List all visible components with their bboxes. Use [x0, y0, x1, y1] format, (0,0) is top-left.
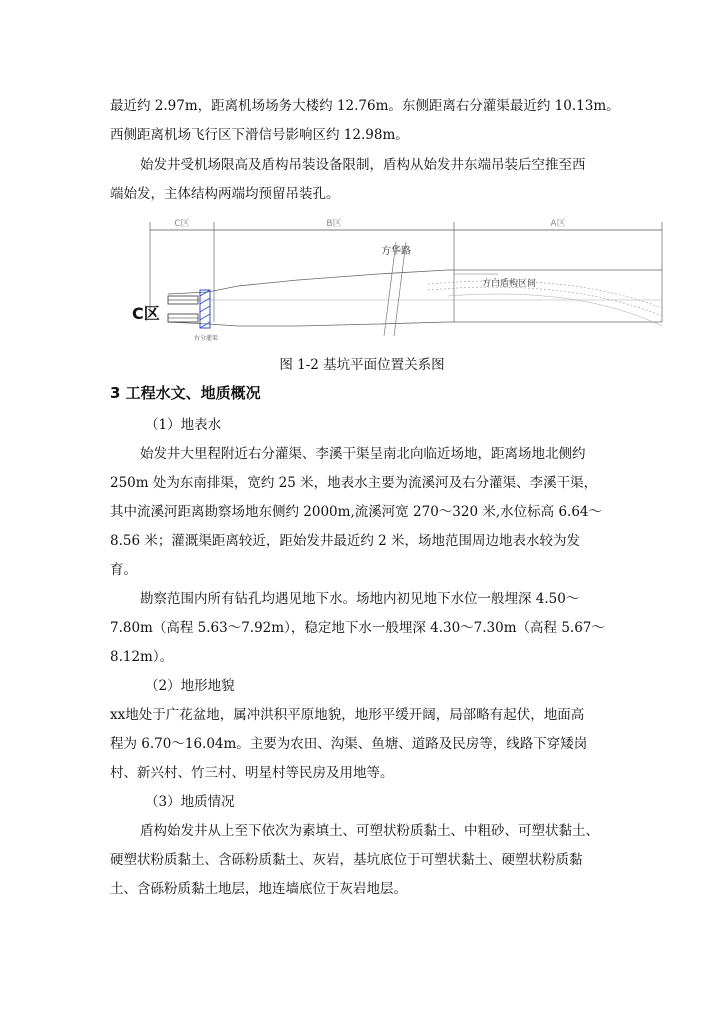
road-label: 方华路	[381, 246, 411, 257]
tunnel-line	[448, 294, 662, 326]
paragraph-line: 最近约 2.97m，距离机场场务大楼约 12.76m。东侧距离右分灌渠最近约 10.13m。	[110, 98, 620, 114]
paragraph-line: 始发井受机场限高及盾构吊装设备限制，盾构从始发井东端吊装后空推至西	[140, 157, 586, 173]
site-plan-figure	[148, 212, 664, 346]
subsection-title: （3）地质情况	[145, 794, 235, 810]
canal-hatch	[200, 290, 210, 328]
zone-a-label: A区	[550, 219, 566, 229]
paragraph-line: xx地处于广花盆地，属冲洪积平原地貌，地形平缓开阔，局部略有起伏，地面高	[110, 707, 585, 723]
pit-outline-bottom	[168, 322, 662, 326]
paragraph-line: 村、新兴村、竹三村、明星村等民房及用地等。	[110, 765, 394, 781]
paragraph-line: 勘察范围内所有钻孔均遇见地下水。场地内初见地下水位一般埋深 4.50～	[140, 591, 580, 607]
figure-caption: 图 1-2 基坑平面位置关系图	[279, 357, 445, 373]
paragraph-line: 土、含砾粉质黏土地层，地连墙底位于灰岩地层。	[110, 881, 407, 897]
canal-label: 右分灌渠	[193, 335, 219, 342]
paragraph-line: 硬塑状粉质黏土、含砾粉质黏土、灰岩，基坑底位于可塑状黏土、硬塑状粉质黏	[110, 852, 583, 868]
paragraph-line: 8.56 米；灌溉渠距离较近，距始发井最近约 2 米，场地范围周边地表水较为发	[110, 533, 581, 549]
pit-outline-top	[168, 270, 662, 294]
paragraph-line: 程为 6.70～16.04m。主要为农田、沟渠、鱼塘、道路及民房等，线路下穿矮岗	[110, 736, 588, 752]
paragraph-line: 育。	[110, 562, 137, 578]
paragraph-line: 盾构始发井从上至下依次为素填土、可塑状粉质黏土、中粗砂、可塑状黏土、	[140, 823, 599, 839]
paragraph-line: 250m 处为东南排渠，宽约 25 米，地表水主要为流溪河及右分灌渠、李溪干渠，	[110, 475, 598, 491]
site-plan-drawing	[148, 212, 664, 346]
tunnel-line	[428, 287, 662, 316]
paragraph-line: 端始发，主体结构两端均预留吊装孔。	[110, 186, 340, 202]
section-heading: 3 工程水文、地质概况	[110, 384, 261, 402]
subsection-title: （1）地表水	[145, 417, 222, 433]
paragraph-line: 8.12m）。	[110, 649, 174, 665]
paragraph-line: 西侧距离机场飞行区下滑信号影响区约 12.98m。	[110, 127, 409, 143]
subsection-title: （2）地形地貌	[145, 678, 235, 694]
tunnel-label: 方白盾构区间	[482, 279, 537, 289]
zone-c-side-label: C区	[132, 304, 160, 323]
paragraph-line: 始发井大里程附近右分灌渠、李溪干渠呈南北向临近场地，距离场地北侧约	[140, 446, 586, 462]
zone-b-label: B区	[326, 219, 342, 229]
paragraph-line: 7.80m（高程 5.63～7.92m），稳定地下水一般埋深 4.30～7.30m（高程 5.67～	[110, 620, 605, 636]
paragraph-line: 其中流溪河距离勘察场地东侧约 2000m,流溪河宽 270～320 米,水位标高 6.64～	[110, 504, 602, 520]
zone-c-label: C区	[174, 219, 190, 229]
